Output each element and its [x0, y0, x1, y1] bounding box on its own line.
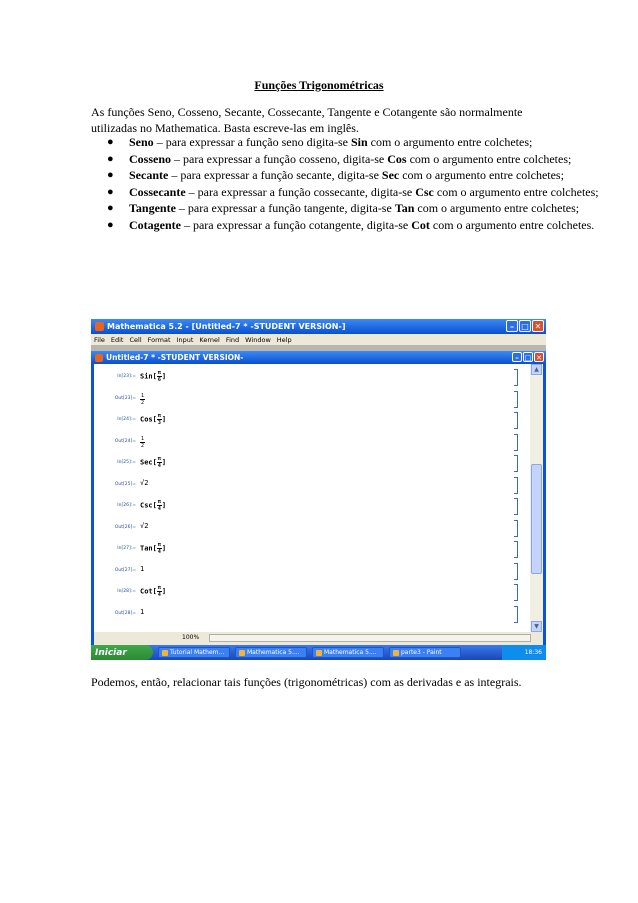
- task-label: parte3 - Paint: [401, 649, 442, 656]
- cell-bracket[interactable]: [514, 520, 518, 537]
- input-expression[interactable]: Sec[ $\frac{\pi}{4}$ ]: [140, 456, 167, 469]
- input-expression[interactable]: Csc[ $\frac{\pi}{4}$ ]: [140, 499, 167, 512]
- cell-bracket[interactable]: [514, 563, 518, 580]
- function-term: Cosseno: [129, 151, 172, 166]
- function-term: Cotagente: [129, 217, 181, 232]
- cell-label: Out[24]=: [114, 438, 136, 444]
- output-cell[interactable]: [94, 562, 524, 580]
- menu-item[interactable]: Edit: [110, 335, 124, 344]
- function-name: Cot: [140, 587, 153, 596]
- bullet-dot: ●: [107, 202, 114, 214]
- output-value: 1: [140, 607, 145, 616]
- taskbar-task[interactable]: [389, 647, 461, 658]
- function-name: Cos: [140, 415, 153, 424]
- function-desc-end: com o argumento entre colchetes;: [406, 151, 572, 166]
- cell-label: In[26]:=: [117, 503, 136, 508]
- cell-label: In[28]:=: [117, 589, 136, 594]
- fraction: [157, 413, 162, 426]
- cell-bracket[interactable]: [514, 412, 518, 429]
- system-tray: [502, 645, 546, 660]
- input-cell[interactable]: [94, 411, 524, 429]
- function-desc: – para expressar a função secante, digita-se: [168, 168, 382, 182]
- menu-item[interactable]: Cell: [129, 335, 142, 344]
- output-cell[interactable]: [94, 433, 524, 451]
- page-title: Funções Trigonométricas: [254, 78, 384, 92]
- function-desc: – para expressar a função cossecante, digita-se: [185, 184, 416, 199]
- input-expression[interactable]: Cot[ $\frac{\pi}{4}$ ]: [140, 585, 167, 598]
- function-desc: – para expressar a função cosseno, digita-se: [171, 151, 388, 166]
- task-icon: [316, 650, 322, 656]
- input-cell[interactable]: [94, 540, 524, 558]
- function-desc: – para expressar a função tangente, digita-se: [175, 201, 395, 215]
- window-title: Mathematica 5.2 - [Untitled-7 * -STUDENT VERSION-]: [107, 322, 346, 331]
- notebook-title: Untitled-7 * -STUDENT VERSION-: [106, 353, 244, 362]
- function-desc: – para expressar a função seno digita-se: [153, 135, 351, 149]
- function-list-item: [107, 135, 599, 151]
- denominator: 2: [141, 399, 145, 406]
- function-desc-end: com o argumento entre colchetes;: [433, 184, 599, 199]
- numerator: π: [157, 456, 161, 462]
- numerator: 1: [141, 435, 145, 442]
- notebook-area[interactable]: [94, 364, 530, 632]
- function-command: Cot: [411, 217, 430, 232]
- function-list-item: [107, 151, 599, 168]
- cell-label: Out[26]=: [114, 524, 136, 530]
- start-label: Iniciar: [95, 647, 127, 658]
- task-label: Mathematica 5....: [247, 649, 300, 656]
- maximize-button[interactable]: □: [519, 320, 531, 332]
- cell-bracket[interactable]: [514, 584, 518, 601]
- numerator: 1: [141, 392, 145, 399]
- menu-item[interactable]: Window: [245, 335, 271, 344]
- function-name: Csc: [140, 501, 153, 510]
- input-expression[interactable]: Cos[ $\frac{\pi}{3}$ ]: [140, 413, 167, 426]
- function-list-item: [107, 168, 599, 184]
- scroll-up-arrow[interactable]: ▲: [531, 364, 542, 375]
- horizontal-scrollbar[interactable]: [94, 632, 543, 645]
- numerator: π: [157, 413, 161, 419]
- function-term: Seno: [129, 135, 154, 149]
- closing-paragraph: Podemos, então, relacionar tais funções (trigonométricas) com as derivadas e as integrais.: [91, 675, 522, 689]
- input-cell[interactable]: [94, 497, 524, 515]
- cell-label: Out[28]=: [114, 610, 136, 616]
- function-list: [91, 135, 599, 234]
- fraction: [157, 585, 162, 598]
- window-titlebar: [91, 319, 546, 334]
- output-value: √2: [140, 478, 149, 487]
- cell-bracket[interactable]: [514, 391, 518, 408]
- mathematica-icon: [95, 322, 104, 331]
- function-command: Csc: [415, 184, 434, 199]
- notebook-maximize-button[interactable]: □: [524, 354, 532, 362]
- function-list-item: [107, 184, 599, 201]
- taskbar-task[interactable]: [235, 647, 307, 658]
- hscroll-track[interactable]: [209, 634, 531, 642]
- denominator: 2: [141, 442, 145, 449]
- scroll-down-arrow[interactable]: ▼: [531, 621, 542, 632]
- taskbar-task[interactable]: [158, 647, 230, 658]
- cell-bracket[interactable]: [514, 369, 518, 386]
- bullet-dot: ●: [107, 169, 114, 181]
- notebook-minimize-button[interactable]: –: [512, 352, 522, 362]
- fraction: [140, 393, 145, 406]
- output-cell[interactable]: [94, 605, 524, 623]
- fraction: [157, 456, 162, 469]
- function-term: Cossecante: [129, 184, 186, 199]
- task-label: Mathematica 5....: [324, 649, 377, 656]
- function-name: Sin: [140, 372, 153, 381]
- menu-item[interactable]: Input: [176, 335, 194, 344]
- cell-label: Out[23]=: [114, 395, 136, 401]
- menu-bar: [91, 334, 546, 345]
- cell-label: In[24]:=: [117, 417, 136, 422]
- cell-label: Out[27]=: [114, 567, 136, 573]
- denominator: 4: [157, 506, 161, 512]
- function-term: Tangente: [129, 201, 176, 215]
- input-cell[interactable]: [94, 454, 524, 472]
- numerator: π: [157, 499, 161, 505]
- cell-label: Out[25]=: [114, 481, 136, 487]
- function-name: Tan: [140, 544, 153, 553]
- cell-bracket[interactable]: [514, 498, 518, 515]
- intro-paragraph: As funções Seno, Cosseno, Secante, Cossecante, Tangente e Cotangente são normalmente utilizadas no Mathematica. Basta escreve-las em inglês.: [91, 105, 523, 135]
- task-icon: [393, 650, 399, 656]
- function-command: Sec: [381, 168, 400, 182]
- mathematica-screenshot: [91, 319, 546, 660]
- output-cell[interactable]: [94, 390, 524, 408]
- notebook-close-button[interactable]: ✕: [534, 352, 544, 362]
- menu-item[interactable]: Help: [276, 335, 292, 344]
- vertical-scrollbar[interactable]: [530, 364, 543, 632]
- output-value: 1: [140, 564, 145, 573]
- function-desc-end: com o argumento entre colchetes;: [367, 135, 533, 149]
- input-expression[interactable]: Tan[ $\frac{\pi}{4}$ ]: [140, 542, 167, 555]
- zoom-level[interactable]: 100%: [182, 634, 200, 641]
- bullet-dot: ●: [107, 185, 114, 198]
- menu-item[interactable]: Format: [147, 335, 171, 344]
- bullet-dot: ●: [107, 152, 114, 165]
- close-button[interactable]: ✕: [532, 320, 544, 332]
- function-list-item: [107, 217, 599, 234]
- numerator: π: [157, 585, 161, 591]
- denominator: 3: [157, 420, 161, 426]
- cell-label: In[27]:=: [117, 546, 136, 551]
- scroll-thumb[interactable]: [531, 464, 542, 574]
- cell-bracket[interactable]: [514, 541, 518, 558]
- function-command: Cos: [387, 151, 407, 166]
- input-expression[interactable]: Sin[ $\frac{\pi}{6}$ ]: [140, 370, 167, 383]
- cell-bracket[interactable]: [514, 606, 518, 623]
- cell-label: In[25]:=: [117, 460, 136, 465]
- function-term: Secante: [129, 168, 169, 182]
- output-cell[interactable]: [94, 476, 524, 494]
- function-command: Tan: [394, 201, 415, 215]
- cell-bracket[interactable]: [514, 434, 518, 451]
- denominator: 4: [157, 592, 161, 598]
- numerator: π: [157, 542, 161, 548]
- output-cell[interactable]: [94, 519, 524, 537]
- input-cell[interactable]: [94, 583, 524, 601]
- menu-item[interactable]: Kernel: [199, 335, 220, 344]
- bullet-dot: ●: [107, 218, 114, 231]
- bullet-dot: ●: [107, 136, 114, 148]
- function-command: Sin: [350, 135, 368, 149]
- cell-bracket[interactable]: [514, 455, 518, 472]
- start-button[interactable]: [91, 645, 153, 660]
- denominator: 6: [157, 377, 161, 383]
- denominator: 4: [157, 549, 161, 555]
- notebook-titlebar: [91, 351, 546, 364]
- function-list-item: [107, 201, 599, 217]
- fraction: [157, 370, 162, 383]
- function-desc-end: com o argumento entre colchetes;: [414, 201, 580, 215]
- output-value: √2: [140, 521, 149, 530]
- taskbar-task[interactable]: [312, 647, 384, 658]
- menu-item[interactable]: File: [94, 335, 105, 344]
- fraction: [140, 436, 145, 449]
- function-desc: – para expressar a função cotangente, digita-se: [180, 217, 412, 232]
- numerator: π: [157, 370, 161, 376]
- task-label: Tutorial Mathem...: [170, 649, 225, 656]
- cell-label: In[23]:=: [117, 374, 136, 379]
- cell-bracket[interactable]: [514, 477, 518, 494]
- function-desc-end: com o argumento entre colchetes;: [399, 168, 564, 182]
- function-name: Sec: [140, 458, 153, 467]
- clock: 18:36: [524, 649, 542, 656]
- fraction: [157, 499, 162, 512]
- function-desc-end: com o argumento entre colchetes.: [429, 217, 595, 232]
- denominator: 4: [157, 463, 161, 469]
- output-value: [140, 393, 145, 406]
- task-icon: [239, 650, 245, 656]
- minimize-button[interactable]: –: [506, 320, 518, 332]
- menu-item[interactable]: Find: [225, 335, 240, 344]
- task-icon: [162, 650, 168, 656]
- fraction: [157, 542, 162, 555]
- input-cell[interactable]: [94, 368, 524, 386]
- notebook-icon: [95, 354, 103, 362]
- output-value: [140, 436, 145, 449]
- taskbar: [91, 645, 546, 660]
